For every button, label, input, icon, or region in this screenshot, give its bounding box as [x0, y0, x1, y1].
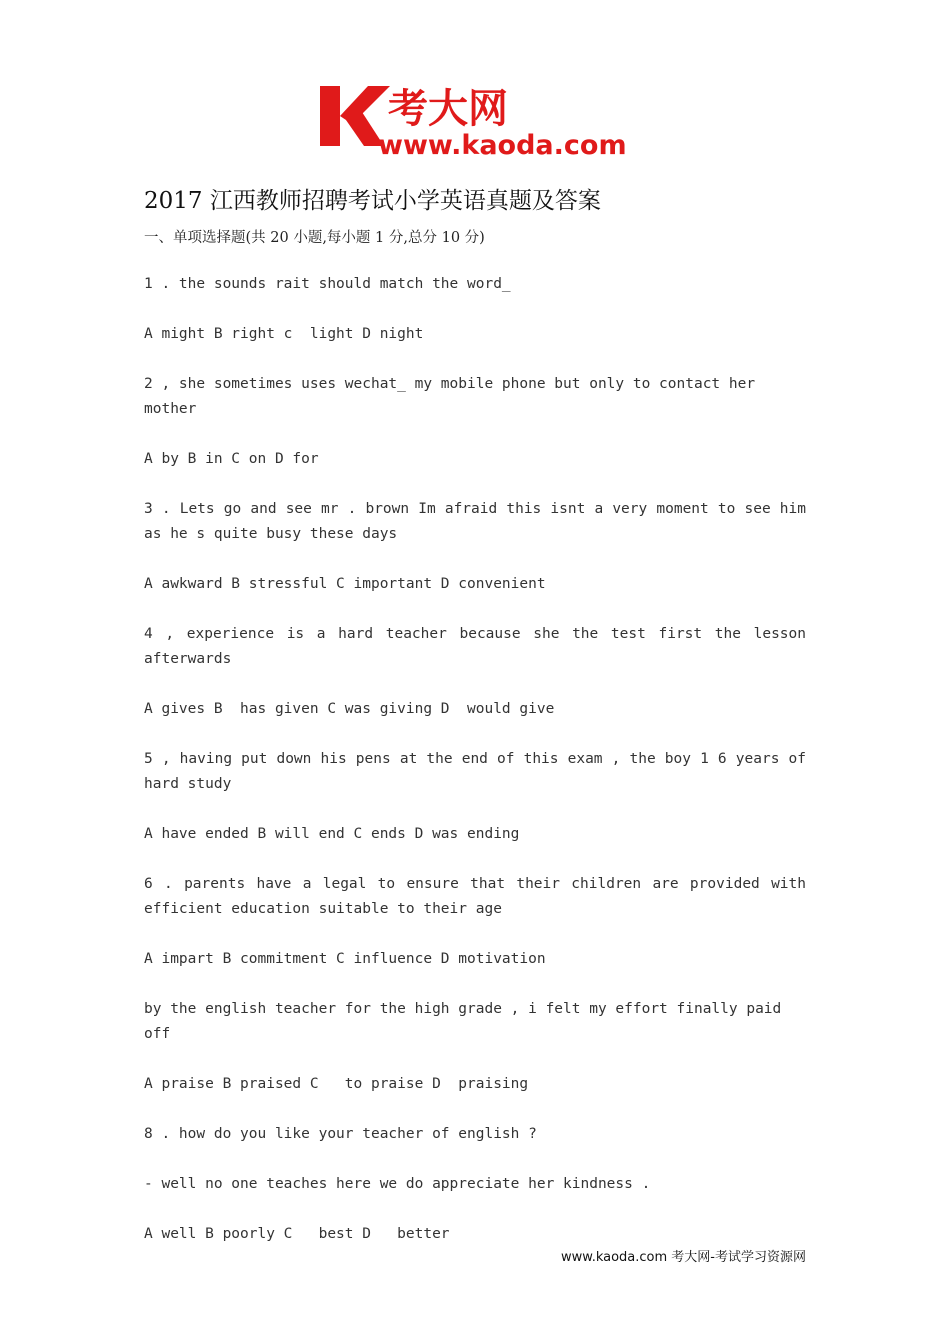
kaoda-logo	[318, 80, 638, 160]
answer-options: A might B right c light D night	[144, 326, 424, 342]
answer-options: A by B in C on D for	[144, 451, 319, 467]
answer-options: A impart B commitment C influence D motivation	[144, 951, 546, 967]
question-line: 8 . how do you like your teacher of english ?	[144, 1126, 537, 1142]
logo-brand-cn: 考大网	[388, 86, 508, 132]
question-line: 4 , experience is a hard teacher because she the test first the lesson afterwards	[144, 626, 815, 667]
document-title: 2017 江西教师招聘考试小学英语真题及答案	[144, 188, 601, 214]
k-mark-stem	[320, 86, 340, 146]
question-line: 6 . parents have a legal to ensure that their children are provided with efficient education suitable to their age	[144, 876, 815, 917]
logo-url: www.kaoda.com	[378, 130, 627, 160]
section-heading: 一、单项选择题(共 20 小题,每小题 1 分,总分 10 分)	[144, 230, 485, 246]
answer-options: A gives B has given C was giving D would give	[144, 701, 555, 717]
page-footer: www.kaoda.com 考大网-考试学习资源网	[561, 1250, 806, 1265]
question-line: - well no one teaches here we do appreciate her kindness .	[144, 1176, 651, 1192]
question-line: 5 , having put down his pens at the end of this exam , the boy 1 6 years of hard study	[144, 751, 815, 792]
answer-options: A praise B praised C to praise D praising	[144, 1076, 529, 1092]
question-line: 3 . Lets go and see mr . brown Im afraid this isnt a very moment to see him as he s quite busy these days	[144, 501, 815, 542]
question-line: 2 , she sometimes uses wechat_ my mobile phone but only to contact her mother	[144, 376, 764, 417]
question-line: 1 . the sounds rait should match the word_	[144, 276, 511, 292]
answer-options: A well B poorly C best D better	[144, 1226, 450, 1242]
answer-options: A awkward B stressful C important D convenient	[144, 576, 546, 592]
question-line: by the english teacher for the high grade , i felt my effort finally paid off	[144, 1001, 791, 1042]
answer-options: A have ended B will end C ends D was ending	[144, 826, 520, 842]
question-body	[144, 272, 815, 1272]
